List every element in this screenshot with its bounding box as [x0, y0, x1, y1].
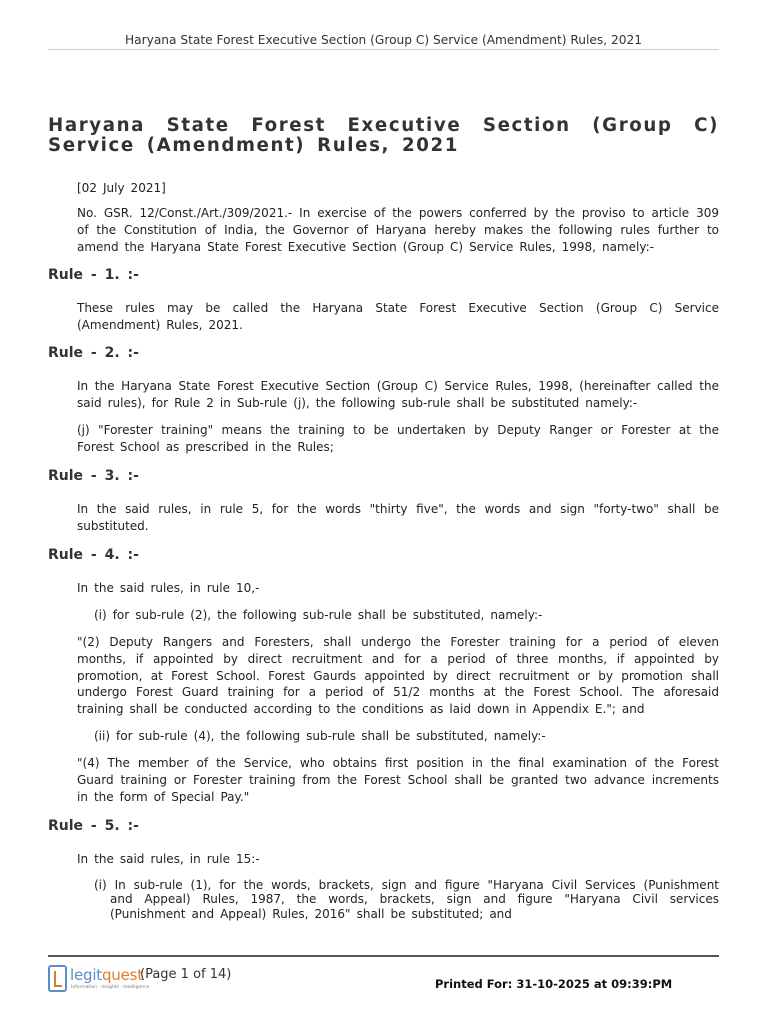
rule-paragraph: In the said rules, in rule 10,-: [77, 580, 260, 595]
enactment-date: [02 July 2021]: [77, 181, 166, 195]
rule-heading: Rule - 1. :-: [48, 266, 139, 283]
rule-heading: Rule - 2. :-: [48, 345, 139, 362]
rule-subclause: (ii) for sub-rule (4), the following sub-rule shall be substituted, namely:-: [94, 729, 546, 744]
logo-tagline: Information · Insights · Intelligence: [71, 985, 150, 990]
document-title: Haryana State Forest Executive Section (Group C) Service (Amendment) Rules, 2021: [48, 115, 719, 156]
rule-heading: Rule - 5. :-: [48, 817, 139, 834]
rule-paragraph: "(4) The member of the Service, who obtains first position in the final examination of the Forest Guard training or Forester training from the Forest School shall be granted two advance increments in the form of Special Pay.": [77, 756, 719, 804]
document-body: [48, 180, 719, 931]
rule-paragraph: In the said rules, in rule 5, for the words "thirty five", the words and sign "forty-two" shall be substituted.: [77, 502, 719, 533]
rule-section-5: [48, 817, 719, 921]
rule-section-4: [48, 546, 719, 806]
rule-section-3: [48, 467, 719, 535]
header-divider: [48, 49, 719, 50]
preamble-paragraph: No. GSR. 12/Const./Art./309/2021.- In exercise of the powers conferred by the proviso to article 309 of the Constitution of India, the Governor of Haryana hereby makes the following rules further to amend the Haryana State Forest Executive Section (Group C) Service Rules, 1998, namely:-: [77, 205, 719, 254]
rule-paragraph: In the said rules, in rule 15:-: [77, 851, 260, 866]
rule-paragraph: In the Haryana State Forest Executive Section (Group C) Service Rules, 1998, (hereinafter called the said rules), for Rule 2 in Sub-rule (j), the following sub-rule shall be substituted namely:-: [77, 379, 719, 411]
rule-section-2: [48, 344, 719, 456]
logo-wordmark: legitquest: [70, 966, 143, 984]
rule-paragraph: "(2) Deputy Rangers and Foresters, shall undergo the Forester training for a period of eleven months, if appointed by direct recruitment and for a period of three months, if appointed by promotion, at Forest School. Forest Gaurds appointed by direct recruitment or by promotion shall undergo Forest Guard training for a period of 51/2 months at the Forest School. The aforesaid training shall be conducted according to the conditions as laid down in Appendix E."; and: [77, 634, 719, 717]
rule-section-1: [48, 266, 719, 334]
rule-heading: Rule - 4. :-: [48, 546, 139, 563]
rule-subclause: (i) In sub-rule (1), for the words, brackets, sign and figure "Haryana Civil Services (Punishment and Appeal) Rules, 1987, the words, brackets, sign and figure "Haryana Civil services (Punishment and Appeal) Rules, 2016" shall be substituted; and: [94, 877, 719, 921]
printed-for-timestamp: Printed For: 31-10-2025 at 09:39:PM: [435, 977, 673, 991]
footer-divider: [48, 955, 719, 957]
legitquest-logo: [48, 964, 150, 996]
page-indicator: (Page 1 of 14): [140, 967, 232, 982]
logo-mark-icon: [48, 965, 67, 992]
running-header: Haryana State Forest Executive Section (Group C) Service (Amendment) Rules, 2021: [124, 33, 643, 47]
rule-heading: Rule - 3. :-: [48, 468, 139, 485]
rule-paragraph: (j) "Forester training" means the training to be undertaken by Deputy Ranger or Forester at the Forest School as prescribed in the Rules;: [77, 423, 719, 455]
rule-paragraph: These rules may be called the Haryana State Forest Executive Section (Group C) Service (Amendment) Rules, 2021.: [77, 300, 719, 332]
rule-subclause: (i) for sub-rule (2), the following sub-rule shall be substituted, namely:-: [94, 607, 543, 622]
